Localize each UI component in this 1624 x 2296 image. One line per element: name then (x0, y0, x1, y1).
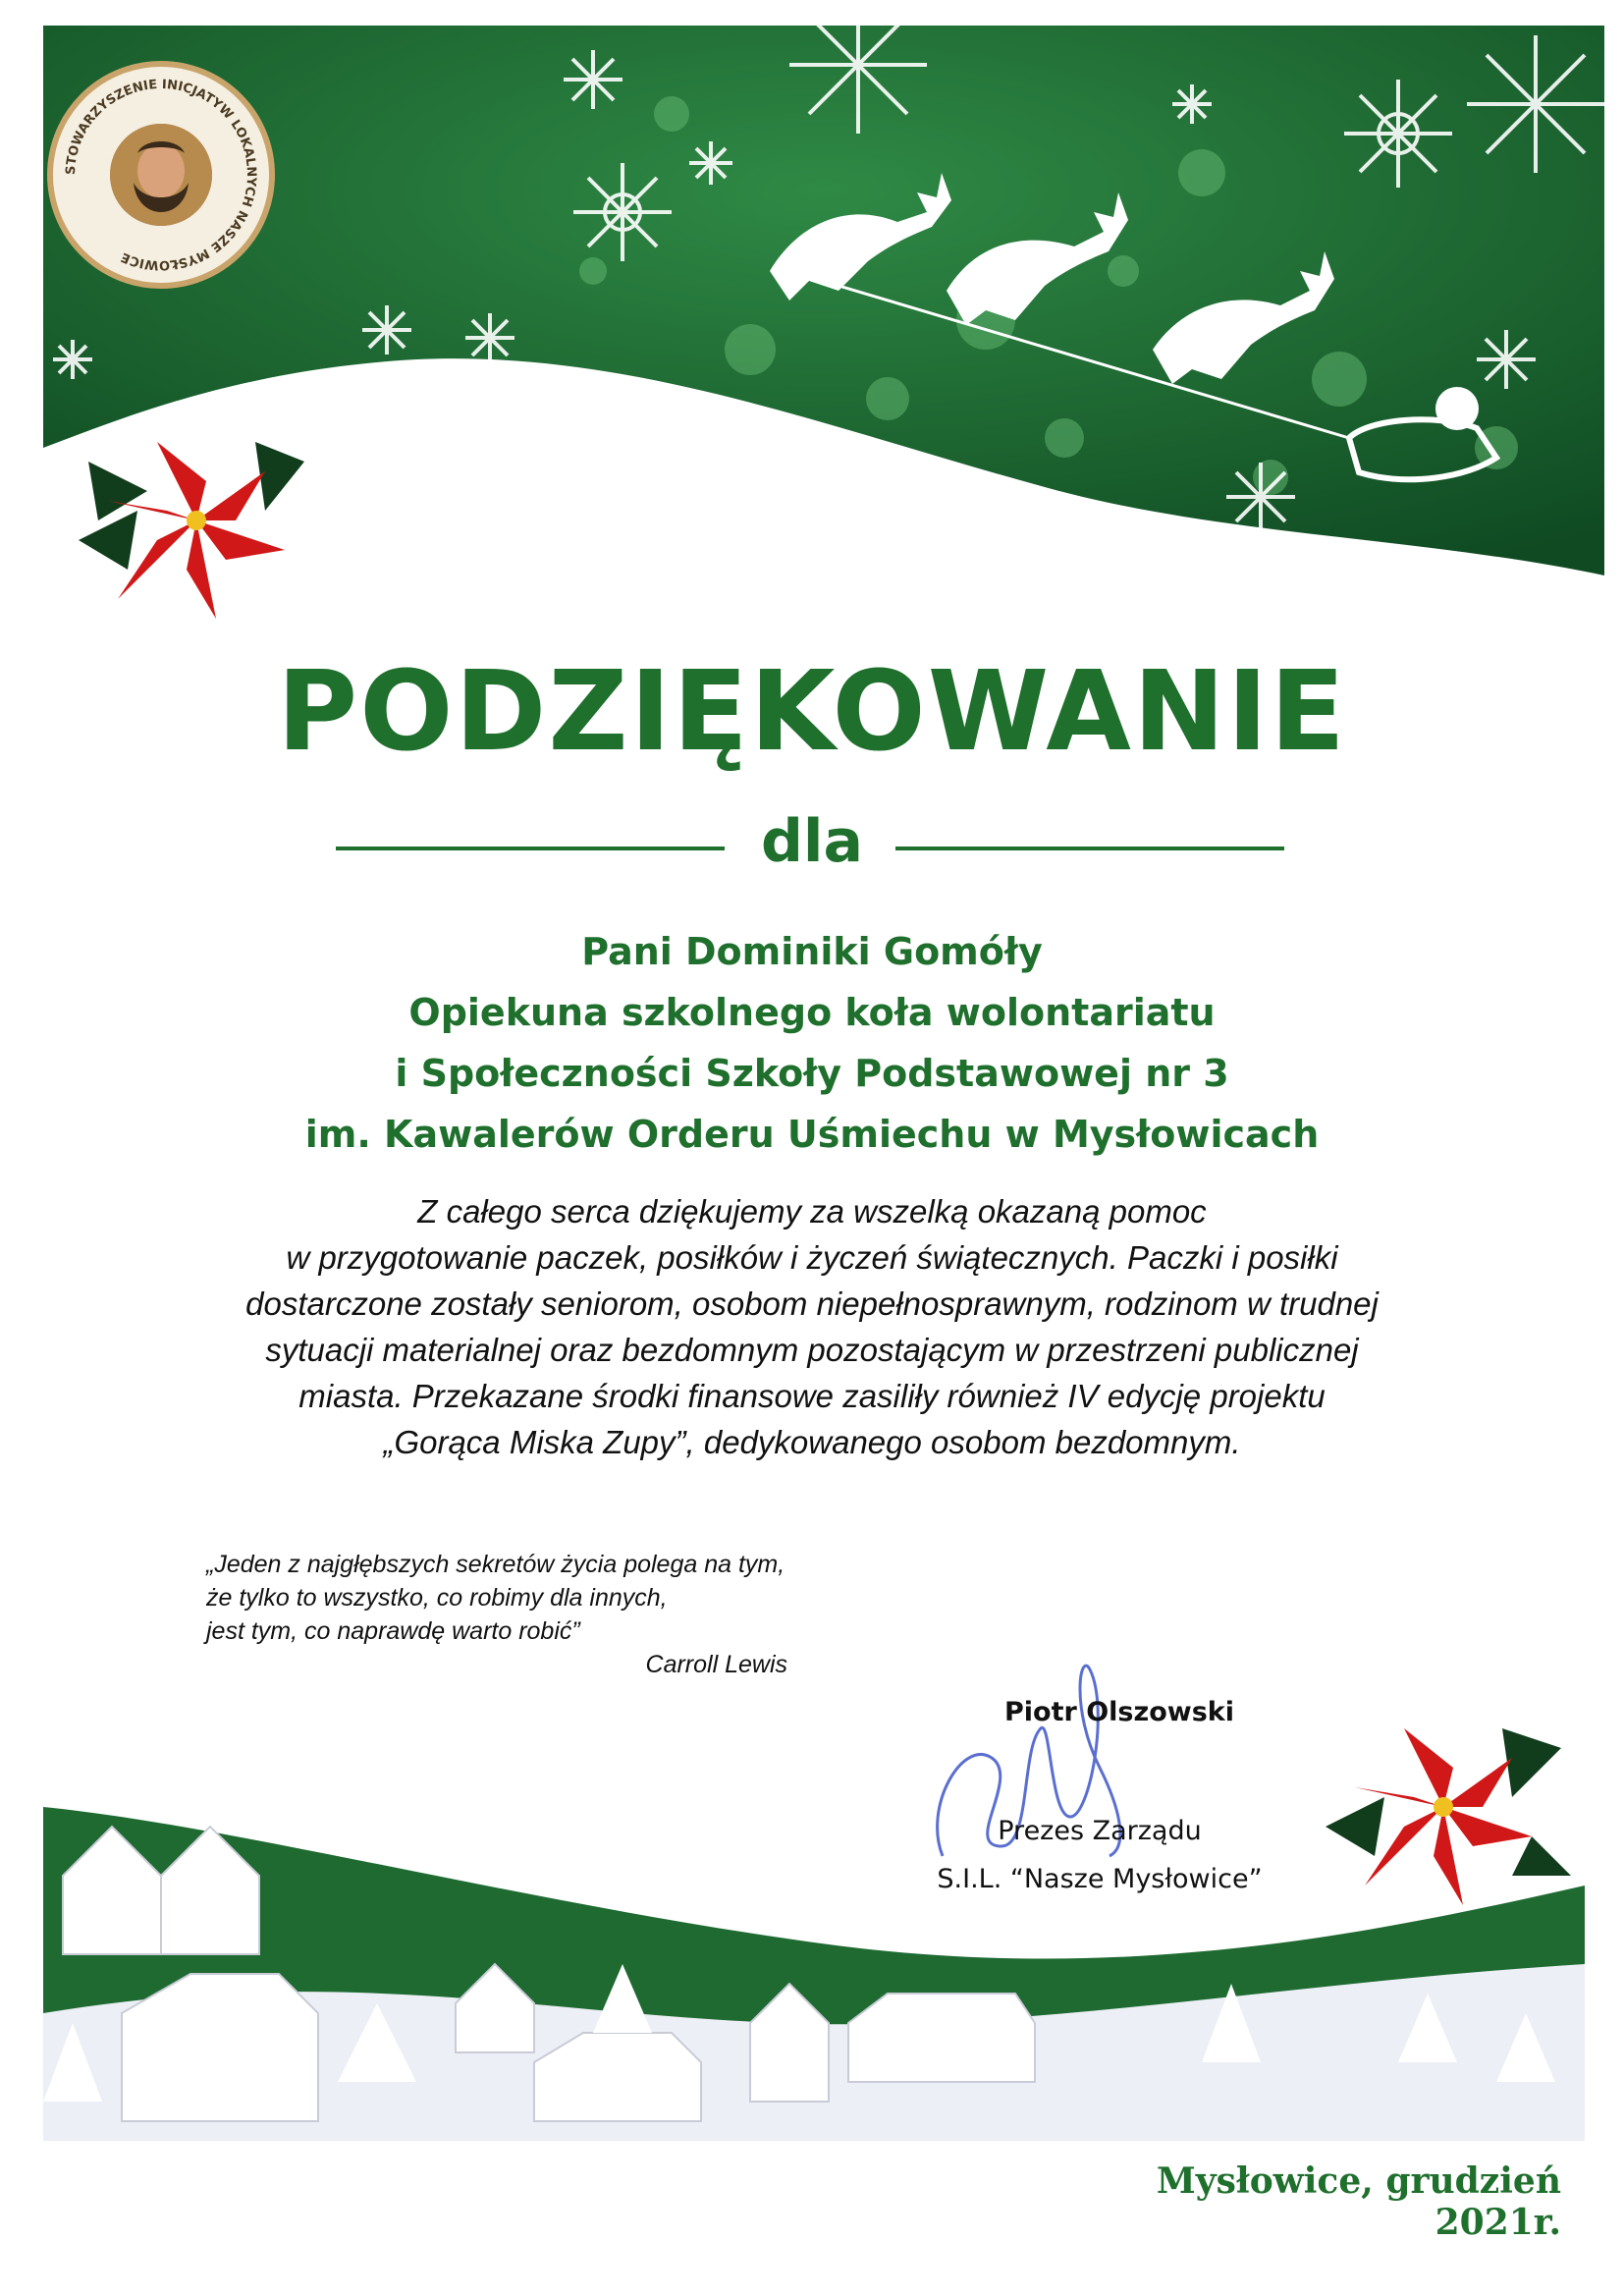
recipient-block (0, 921, 1624, 1165)
signer-org: S.I.L. “Nasze Mysłowice” (937, 1864, 1263, 1894)
signer-block (854, 1697, 1345, 1894)
poinsettia-left-icon (59, 403, 334, 638)
quote-block (206, 1548, 893, 1681)
divider-right (895, 847, 1284, 850)
body-line: „Gorąca Miska Zupy”, dedykowanego osobom bezdomnym. (383, 1424, 1241, 1460)
logo-portrait-image (110, 124, 212, 226)
svg-text:STOWARZYSZENIE INICJATYW LOKAL: STOWARZYSZENIE INICJATYW LOKALNYCH NASZE MYSŁOWICE (63, 77, 259, 273)
recipient-line: im. Kawalerów Orderu Uśmiechu w Mysłowicach (304, 1113, 1320, 1156)
document-title: PODZIĘKOWANIE (277, 648, 1347, 776)
body-line: miasta. Przekazane środki finansowe zasiliły również IV edycję projektu (298, 1378, 1326, 1414)
association-logo (47, 61, 275, 289)
quote-line: jest tym, co naprawdę warto robić” (206, 1617, 580, 1645)
place-and-date: Mysłowice, grudzień 2021r. (1156, 2160, 1561, 2243)
quote-author: Carroll Lewis (645, 1651, 787, 1678)
quote-line: że tylko to wszystko, co robimy dla innych, (206, 1584, 668, 1612)
recipient-line: Opiekuna szkolnego koła wolontariatu (408, 991, 1216, 1034)
body-line: dostarczone zostały seniorom, osobom niepełnosprawnym, rodzinom w trudnej (245, 1285, 1379, 1322)
poinsettia-right-icon (1306, 1689, 1581, 1925)
signer-role: Prezes Zarządu (998, 1816, 1202, 1846)
body-line: Z całego serca dziękujemy za wszelką okazaną pomoc (417, 1193, 1207, 1230)
quote-line: „Jeden z najgłębszych sekretów życia polega na tym, (206, 1551, 785, 1578)
body-text (147, 1188, 1477, 1465)
subtitle-dla: dla (760, 807, 863, 876)
subtitle-row (0, 807, 1624, 886)
signer-name: Piotr Olszowski (1004, 1697, 1234, 1727)
body-line: w przygotowanie paczek, posiłków i życzeń świątecznych. Paczki i posiłki (286, 1239, 1338, 1276)
recipient-line: i Społeczności Szkoły Podstawowej nr 3 (395, 1052, 1229, 1095)
body-line: sytuacji materialnej oraz bezdomnym pozostającym w przestrzeni publicznej (265, 1332, 1359, 1368)
recipient-line: Pani Dominiki Gomóły (581, 930, 1043, 973)
